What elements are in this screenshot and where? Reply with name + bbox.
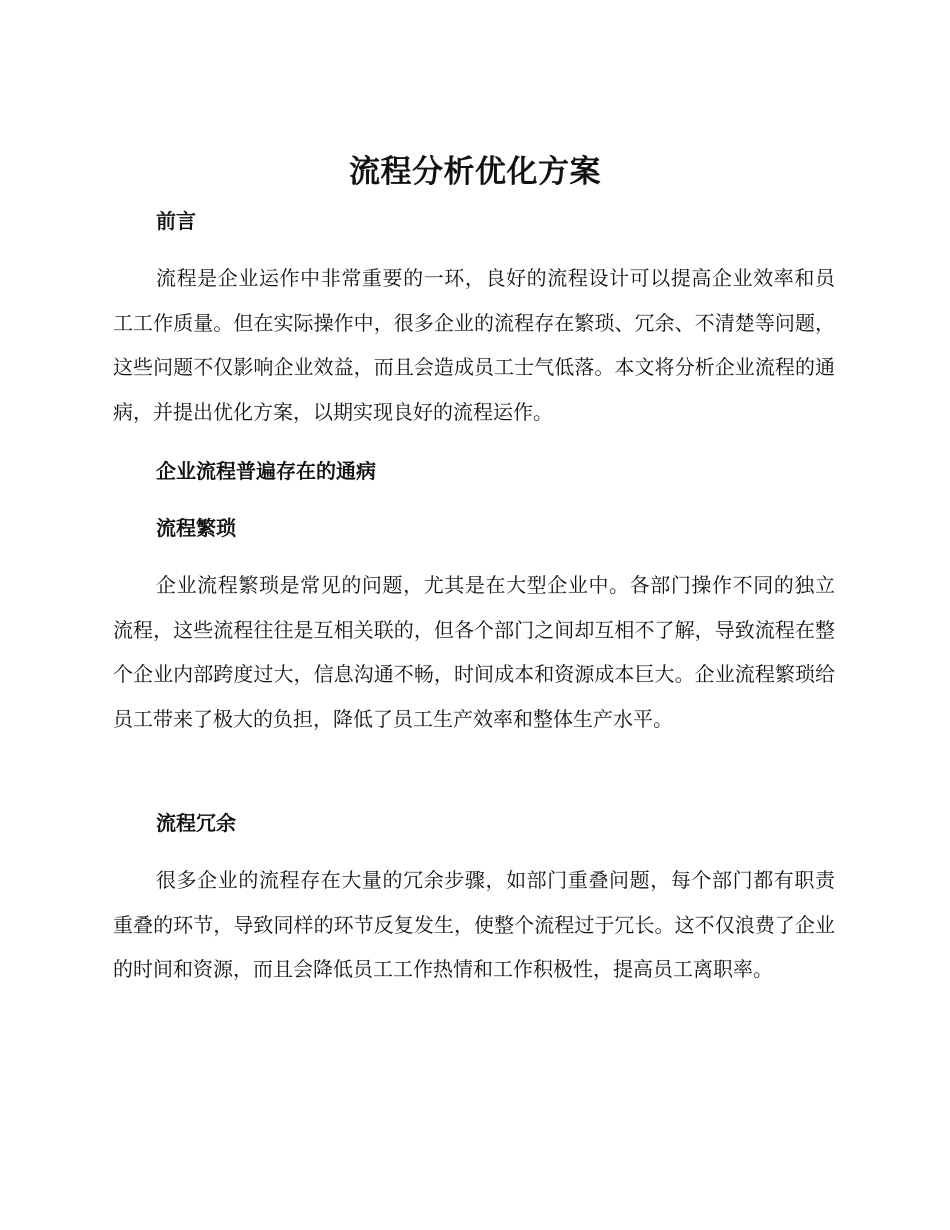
- document-title: 流程分析优化方案: [349, 154, 601, 190]
- section-heading-preface: 前言: [156, 209, 196, 233]
- section-heading-common-problems: 企业流程普遍存在的通病: [156, 459, 376, 483]
- paragraph-preface: 流程是企业运作中非常重要的一环，良好的流程设计可以提高企业效率和员工工作质量。但在实际操作中，很多企业的流程存在繁琐、冗余、不清楚等问题，这些问题不仅影响企业效益，而且会造成员工士气低落。本文将分析企业流程的通病，并提出优化方案，以期实现良好的流程运作。: [113, 266, 835, 424]
- paragraph-redundant-process: 很多企业的流程存在大量的冗余步骤，如部门重叠问题，每个部门都有职责重叠的环节，导致同样的环节反复发生，使整个流程过于冗长。这不仅浪费了企业的时间和资源，而且会降低员工工作热情和工作积极性，提高员工离职率。: [113, 868, 835, 982]
- paragraph-cumbersome-process: 企业流程繁琐是常见的问题，尤其是在大型企业中。各部门操作不同的独立流程，这些流程往往是互相关联的，但各个部门之间却互相不了解，导致流程在整个企业内部跨度过大，信息沟通不畅，时间成本和资源成本巨大。企业流程繁琐给员工带来了极大的负担，降低了员工生产效率和整体生产水平。: [113, 573, 835, 731]
- section-heading-cumbersome-process: 流程繁琐: [156, 516, 236, 540]
- section-heading-redundant-process: 流程冗余: [156, 811, 236, 835]
